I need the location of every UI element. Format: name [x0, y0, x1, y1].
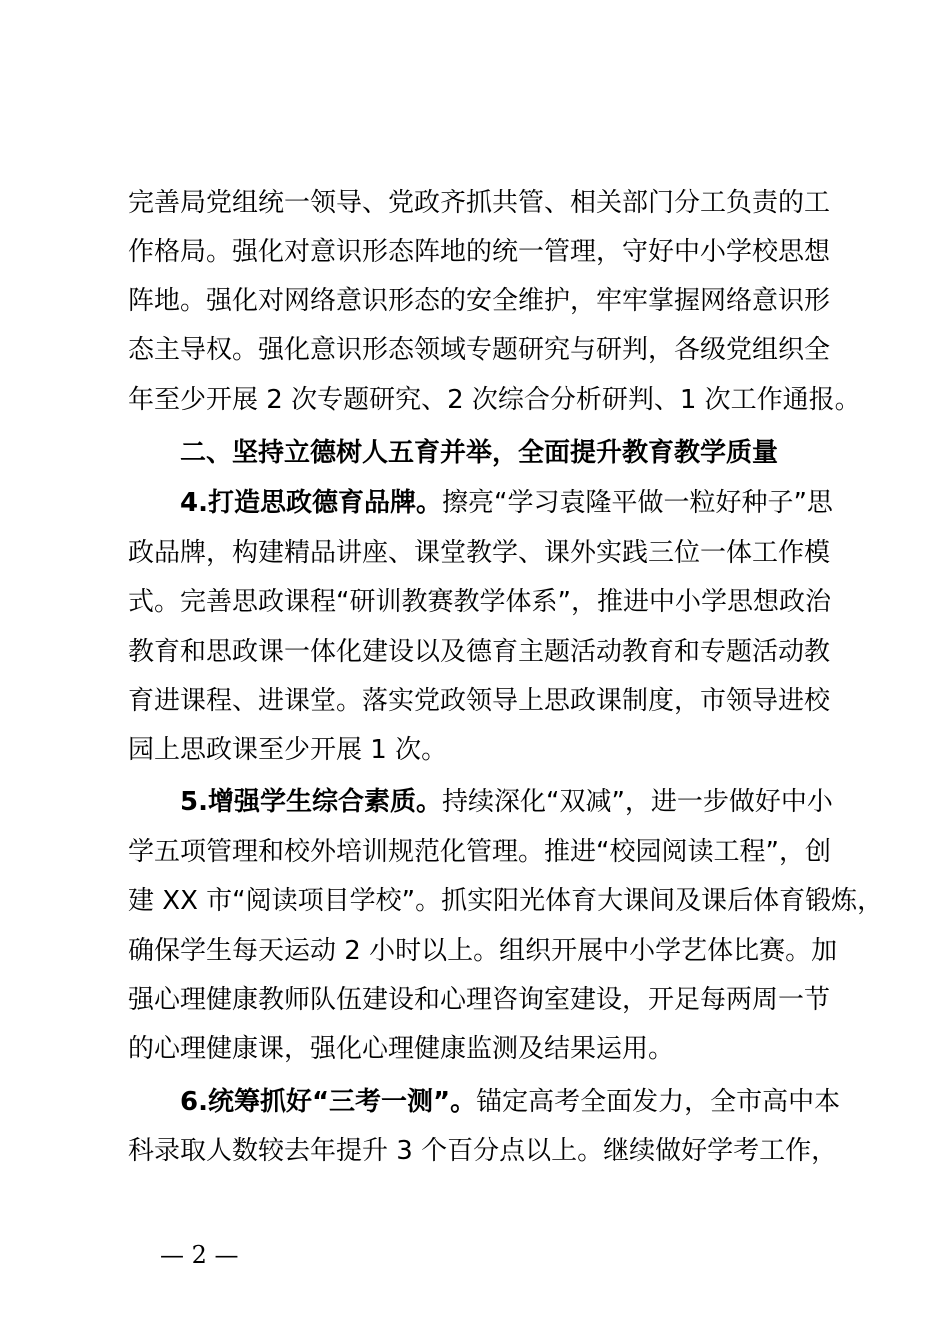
- paragraph-line: 式。完善思政课程“研训教赛教学体系”，推进中小学思想政治: [128, 587, 831, 617]
- item-4-title: 4.打造思政德育品牌。: [180, 488, 442, 518]
- paragraph-line: 阵地。强化对网络意识形态的安全维护，牢牢掌握网络意识形: [128, 286, 831, 316]
- section-heading: 二、坚持立德树人五育并举，全面提升教育教学质量: [180, 438, 779, 468]
- paragraph-line: 作格局。强化对意识形态阵地的统一管理，守好中小学校思想: [128, 237, 831, 267]
- paragraph-line: 确保学生每天运动 2 小时以上。组织开展中小学艺体比赛。加: [128, 936, 838, 966]
- item-4-first-line: [180, 488, 950, 518]
- paragraph-line: 强心理健康教师队伍建设和心理咨询室建设，开足每两周一节: [128, 985, 831, 1015]
- item-5-first-line: [180, 787, 950, 817]
- paragraph-line: 年至少开展 2 次专题研究、2 次综合分析研判、1 次工作通报。: [128, 385, 861, 415]
- item-5-text: 持续深化“双减”，进一步做好中小: [441, 787, 833, 817]
- paragraph-line: 建 XX 市“阅读项目学校”。抓实阳光体育大课间及课后体育锻炼，: [128, 886, 884, 916]
- paragraph-line: 园上思政课至少开展 1 次。: [128, 735, 448, 765]
- page-number: — 2 —: [160, 1241, 239, 1269]
- paragraph-line: 育进课程、进课堂。落实党政领导上思政课制度，市领导进校: [128, 686, 831, 716]
- paragraph-line: 科录取人数较去年提升 3 个百分点以上。继续做好学考工作，: [128, 1136, 838, 1166]
- item-6-first-line: [180, 1087, 950, 1117]
- paragraph-line: 完善局党组统一领导、党政齐抓共管、相关部门分工负责的工: [128, 188, 831, 218]
- item-4-text: 擦亮“学习袁隆平做一粒好种子”思: [441, 488, 833, 518]
- item-6-text: 锚定高考全面发力，全市高中本: [476, 1087, 841, 1117]
- paragraph-line: 态主导权。强化意识形态领域专题研究与研判，各级党组织全: [128, 335, 831, 365]
- item-5-title: 5.增强学生综合素质。: [180, 787, 442, 817]
- item-6-title: 6.统筹抓好“三考一测”。: [180, 1087, 477, 1117]
- paragraph-line: 的心理健康课，强化心理健康监测及结果运用。: [128, 1034, 675, 1064]
- paragraph-line: 教育和思政课一体化建设以及德育主题活动教育和专题活动教: [128, 637, 831, 667]
- paragraph-line: 政品牌，构建精品讲座、课堂教学、课外实践三位一体工作模: [128, 538, 831, 568]
- paragraph-line: 学五项管理和校外培训规范化管理。推进“校园阅读工程”，创: [128, 837, 831, 867]
